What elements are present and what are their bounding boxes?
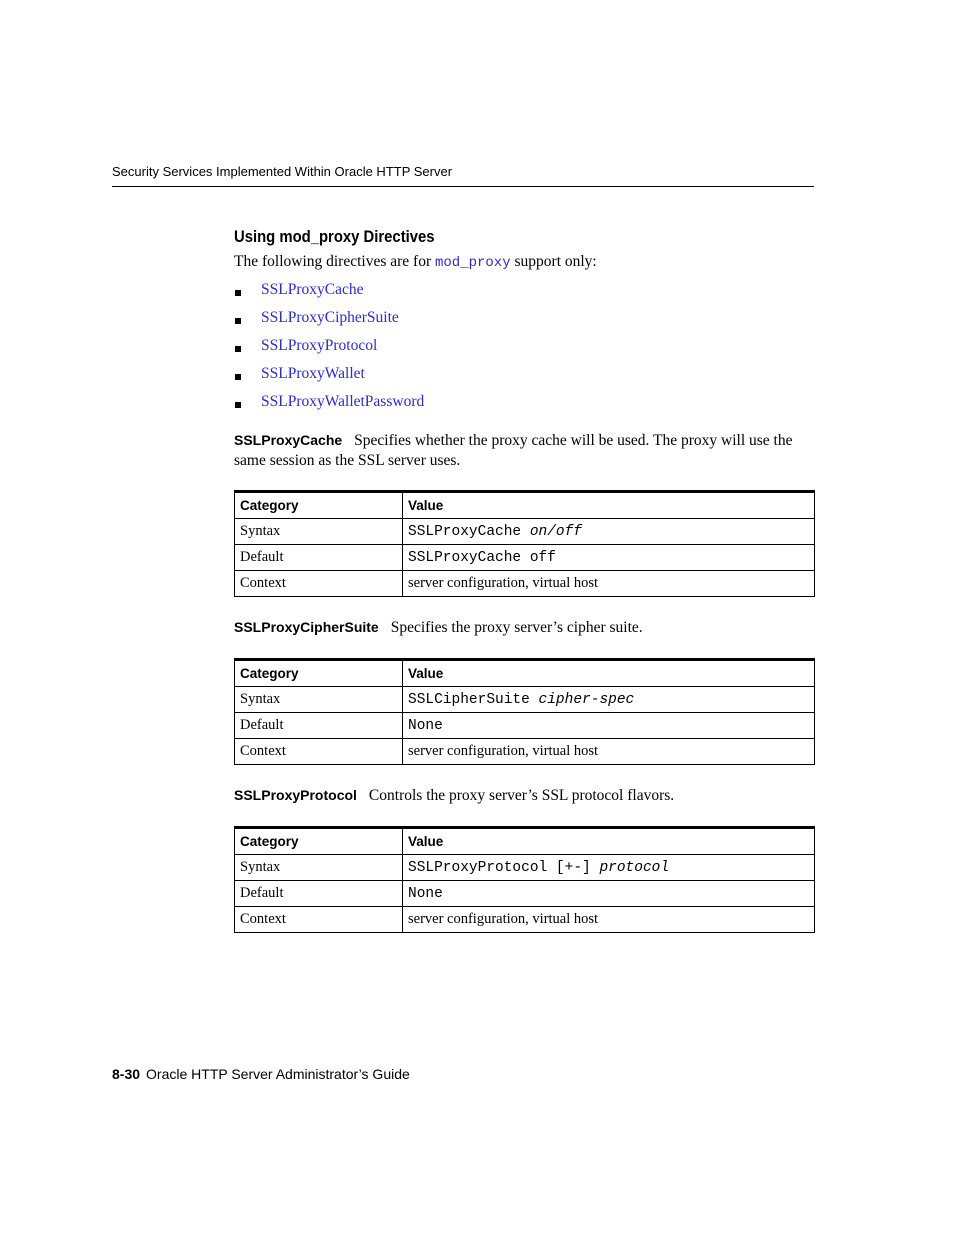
table-row: [235, 545, 815, 571]
row-label: Default: [235, 545, 403, 571]
table-row: [235, 739, 815, 765]
row-label: Context: [235, 739, 403, 765]
row-label: Context: [235, 571, 403, 597]
directive-text: Specifies whether the proxy cache will be used. The proxy will use the same session as the SSL server uses.: [234, 432, 793, 469]
link-sslproxyprotocol[interactable]: SSLProxyProtocol: [261, 337, 378, 354]
default-value: None: [403, 713, 815, 739]
intro-paragraph: [234, 253, 597, 271]
directive-text: Controls the proxy server’s SSL protocol flavors.: [368, 787, 675, 804]
bullet-square-icon: [235, 346, 241, 352]
syntax-argument: on/off: [529, 523, 583, 540]
directive-term: SSLProxyProtocol: [234, 787, 357, 803]
syntax-code: SSLProxyCache: [408, 523, 530, 540]
default-value: SSLProxyCache off: [403, 545, 815, 571]
syntax-code: SSLProxyProtocol [+-]: [408, 859, 600, 876]
link-sslproxyciphersuite[interactable]: SSLProxyCipherSuite: [261, 309, 399, 326]
bullet-square-icon: [235, 402, 241, 408]
bullet-square-icon: [235, 374, 241, 380]
header-category: Category: [235, 828, 403, 855]
table-row: [235, 881, 815, 907]
header-rule: [112, 186, 814, 187]
directive-table-sslproxyciphersuite: [234, 658, 815, 765]
table-header-row: [235, 492, 815, 519]
row-label: Default: [235, 713, 403, 739]
context-value: server configuration, virtual host: [403, 739, 815, 765]
row-label: Syntax: [235, 519, 403, 545]
link-sslproxycache[interactable]: SSLProxyCache: [261, 281, 364, 298]
table-row: [235, 519, 815, 545]
header-category: Category: [235, 660, 403, 687]
context-value: server configuration, virtual host: [403, 907, 815, 933]
row-label: Default: [235, 881, 403, 907]
header-category: Category: [235, 492, 403, 519]
header-value: Value: [403, 660, 815, 687]
syntax-code: SSLCipherSuite: [408, 691, 539, 708]
directive-term: SSLProxyCipherSuite: [234, 619, 379, 635]
context-value: server configuration, virtual host: [403, 571, 815, 597]
syntax-value: [403, 855, 815, 881]
header-value: Value: [403, 828, 815, 855]
table-row: [235, 713, 815, 739]
directive-description-sslproxyprotocol: [234, 785, 814, 806]
directive-table-sslproxyprotocol: [234, 826, 815, 933]
book-title: Oracle HTTP Server Administrator’s Guide: [146, 1066, 410, 1082]
intro-text-after: support only:: [510, 253, 597, 270]
directive-description-sslproxycache: [234, 430, 814, 471]
bullet-square-icon: [235, 318, 241, 324]
syntax-argument: protocol: [599, 859, 670, 876]
header-value: Value: [403, 492, 815, 519]
directive-text: Specifies the proxy server’s cipher suite.: [390, 619, 643, 636]
link-sslproxywalletpassword[interactable]: SSLProxyWalletPassword: [261, 393, 425, 410]
row-label: Context: [235, 907, 403, 933]
table-row: [235, 907, 815, 933]
section-title: Using mod_proxy Directives: [234, 228, 435, 246]
bullet-square-icon: [235, 290, 241, 296]
directive-term: SSLProxyCache: [234, 432, 343, 448]
syntax-value: [403, 687, 815, 713]
row-label: Syntax: [235, 687, 403, 713]
default-value: None: [403, 881, 815, 907]
syntax-value: [403, 519, 815, 545]
link-sslproxywallet[interactable]: SSLProxyWallet: [261, 365, 365, 382]
row-label: Syntax: [235, 855, 403, 881]
running-header: Security Services Implemented Within Oracle HTTP Server: [112, 164, 453, 179]
table-header-row: [235, 828, 815, 855]
intro-text-before: The following directives are for: [234, 253, 435, 270]
table-row: [235, 571, 815, 597]
page-footer: [112, 1066, 410, 1082]
table-header-row: [235, 660, 815, 687]
table-row: [235, 687, 815, 713]
directive-description-sslproxyciphersuite: [234, 617, 814, 638]
table-row: [235, 855, 815, 881]
page-number: 8-30: [112, 1066, 141, 1082]
directive-table-sslproxycache: [234, 490, 815, 597]
syntax-argument: cipher-spec: [538, 691, 635, 708]
mod-proxy-link[interactable]: mod_proxy: [435, 255, 511, 271]
